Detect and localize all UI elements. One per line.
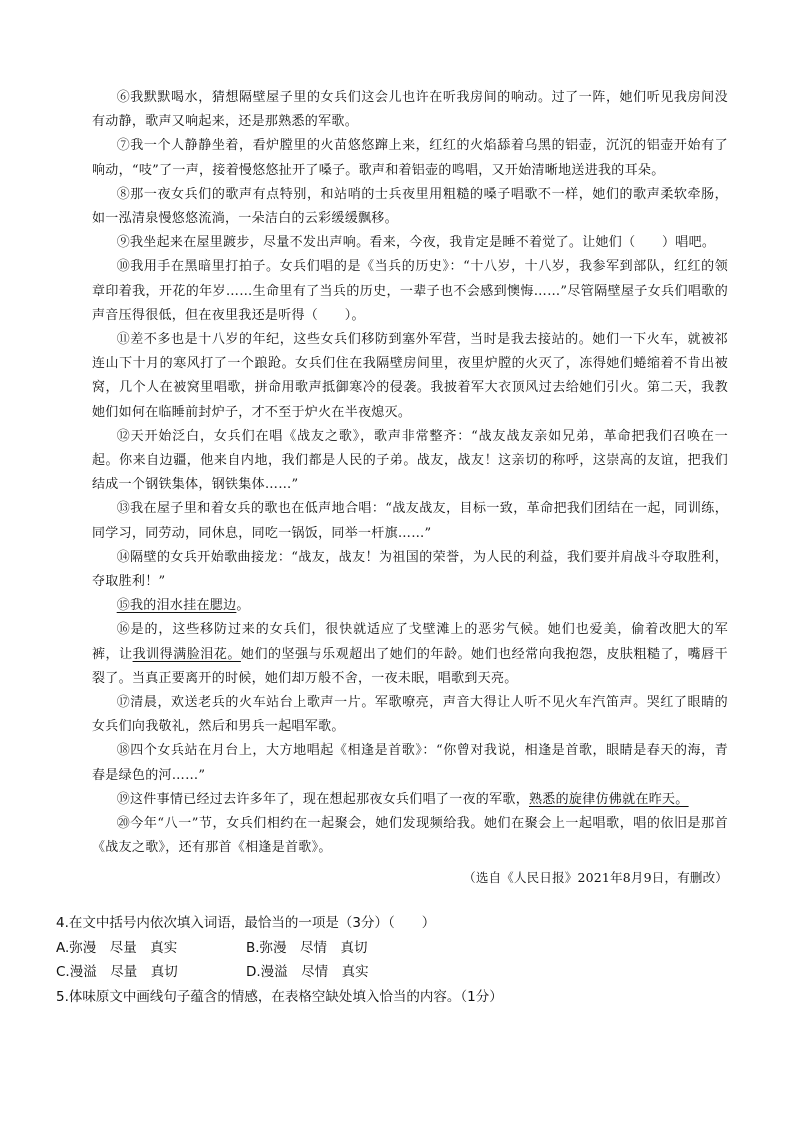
paragraph-text: ⑩我用手在黑暗里打拍子。女兵们唱的是《当兵的历史》：“十八岁，十八岁，我参军到部队，红红的领章印着我，开花的年岁……生命里有了当兵的历史，一辈子也不会感到懊悔……”尽管隔壁屋子女兵们唱歌的声音压得很低，但在夜里我还是听得（ ）。 xyxy=(92,259,728,323)
paragraph-text: ⑭隔壁的女兵开始歌曲接龙：“战友，战友！为祖国的荣誉，为人民的利益，我们要并肩战斗夺取胜利，夺取胜利！” xyxy=(92,549,728,590)
paragraph-text: ⑫天开始泛白，女兵们在唱《战友之歌》，歌声非常整齐：“战友战友亲如兄弟，革命把我们召唤在一起。你来自边疆，他来自内地，我们都是人民的子弟。战友，战友！这亲切的称呼，这崇高的友谊，把我们结成一个钢铁集体，钢铁集体……” xyxy=(92,428,728,493)
option-c[interactable]: C.漫溢 尽量 真切 xyxy=(56,964,178,980)
paragraph-text: ⑨我坐起来在屋里踱步，尽量不发出声响。看来，今夜，我肯定是睡不着觉了。让她们（ ）唱吧。 xyxy=(116,235,716,251)
paragraph-text: ⑳今年“八一”节，女兵们相约在一起聚会，她们发现频给我。她们在聚会上一起唱歌，唱的依旧是那首《战友之歌》，还有那首《相逢是首歌》。 xyxy=(92,816,728,856)
paragraph-text: ⑱四个女兵站在月台上，大方地唱起《相逢是首歌》：“你曾对我说，相逢是首歌，眼睛是春天的海，青春是绿色的河……” xyxy=(92,743,728,783)
paragraph-p13 xyxy=(92,497,728,545)
paragraph-text: ⑬我在屋子里和着女兵的歌也在低声地合唱：“战友战友，目标一致，革命把我们团结在一起，同训练，同学习，同劳动，同休息，同吃一锅饭，同举一杆旗……” xyxy=(92,501,728,541)
paragraph-p11 xyxy=(92,328,728,425)
questions-section xyxy=(56,911,736,1009)
underlined-sentence: ⑮我的泪水挂在腮边 xyxy=(116,598,237,614)
paragraph-text: ⑥我默默喝水，猜想隔壁屋子里的女兵们这会儿也许在听我房间的响动。过了一阵，她们听见我房间没有动静，歌声又响起来，还是那熟悉的军歌。 xyxy=(92,90,728,130)
question-4-options-row-2 xyxy=(56,960,736,985)
underlined-sentence: 我训得满脸泪花。 xyxy=(132,646,241,662)
paragraph-p18 xyxy=(92,739,728,787)
paragraph-text: 她们的坚强与乐观超出了她们的年龄。她们也经常向我抱怨，皮肤粗糙了，嘴唇干裂了。当真正要离开的时候，她们却万般不舍，一夜未眠，唱歌到天亮。 xyxy=(92,646,728,686)
paragraph-text: ⑲这件事情已经过去许多年了，现在想起那夜女兵们唱了一夜的军歌， xyxy=(116,791,529,807)
paragraph-text: 。 xyxy=(236,598,250,614)
option-a[interactable]: A.弥漫 尽量 真实 xyxy=(56,939,178,956)
paragraph-text: ⑧那一夜女兵们的歌声有点特别，和站哨的士兵夜里用粗糙的嗓子唱歌不一样，她们的歌声柔软牵肠，如一泓清泉慢悠悠流淌，一朵洁白的云彩缓缓飘移。 xyxy=(92,186,728,227)
paragraph-p16 xyxy=(92,618,728,691)
option-b[interactable]: B.弥漫 尽情 真切 xyxy=(246,939,368,956)
paragraph-p8 xyxy=(92,183,728,231)
paragraph-p6 xyxy=(92,86,728,134)
paragraph-p20 xyxy=(92,812,728,860)
paragraph-p19 xyxy=(92,788,728,812)
question-4-options-row-1 xyxy=(56,936,736,961)
option-d[interactable]: D.漫溢 尽情 真实 xyxy=(246,964,369,980)
paragraph-p9 xyxy=(92,231,728,255)
paragraph-p7 xyxy=(92,134,728,182)
source-citation: （选自《人民日报》2021年8月9日，有删改） xyxy=(463,869,728,885)
question-5-stem: 5.体味原文中画线句子蕴含的情感，在表格空缺处填入恰当的内容。（1分） xyxy=(56,988,503,1005)
paragraph-p10 xyxy=(92,255,728,328)
paragraph-p17 xyxy=(92,691,728,739)
paragraph-p15 xyxy=(92,594,728,618)
underlined-sentence: 熟悉的旋律仿佛就在昨天。 xyxy=(529,791,689,807)
paragraph-p14 xyxy=(92,546,728,594)
question-4-stem: 4.在文中括号内依次填入词语，最恰当的一项是（3分）（ ） xyxy=(56,915,436,931)
paragraph-text: ⑦我一个人静静坐着，看炉膛里的火苗悠悠蹿上来，红红的火焰舔着乌黑的铝壶，沉沉的铝壶开始有了响动，“吱”了一声，接着慢悠悠扯开了嗓子。歌声和着铝壶的鸣唱，又开始清晰地送进我的耳朵。 xyxy=(92,138,728,178)
paragraph-text: ⑯是的，这些移防过来的女兵们，很快就适应了戈壁滩上的恶劣气候。她们也爱美，偷着改肥大的军裤，让 xyxy=(92,622,728,662)
paragraph-text: ⑰清晨，欢送老兵的火车站台上歌声一片。军歌嘹亮，声音大得让人听不见火车汽笛声。哭红了眼睛的女兵们向我敬礼，然后和男兵一起唱军歌。 xyxy=(92,695,728,735)
reading-passage xyxy=(92,86,728,889)
paragraph-p12 xyxy=(92,425,728,498)
paragraph-text: ⑪差不多也是十八岁的年纪，这些女兵们移防到塞外军营，当时是我去接站的。她们一下火车，就被祁连山下十月的寒风打了一个踉跄。女兵们住在我隔壁房间里，夜里炉膛的火灭了，冻得她们蜷缩着不肯出被窝，几个人在被窝里唱歌，拼命用歌声抵御寒冷的侵袭。我披着军大衣顶风过去给她们引火。第二天，我教她们如何在临睡前封炉子，才不至于炉火在半夜熄灭。 xyxy=(92,332,728,420)
